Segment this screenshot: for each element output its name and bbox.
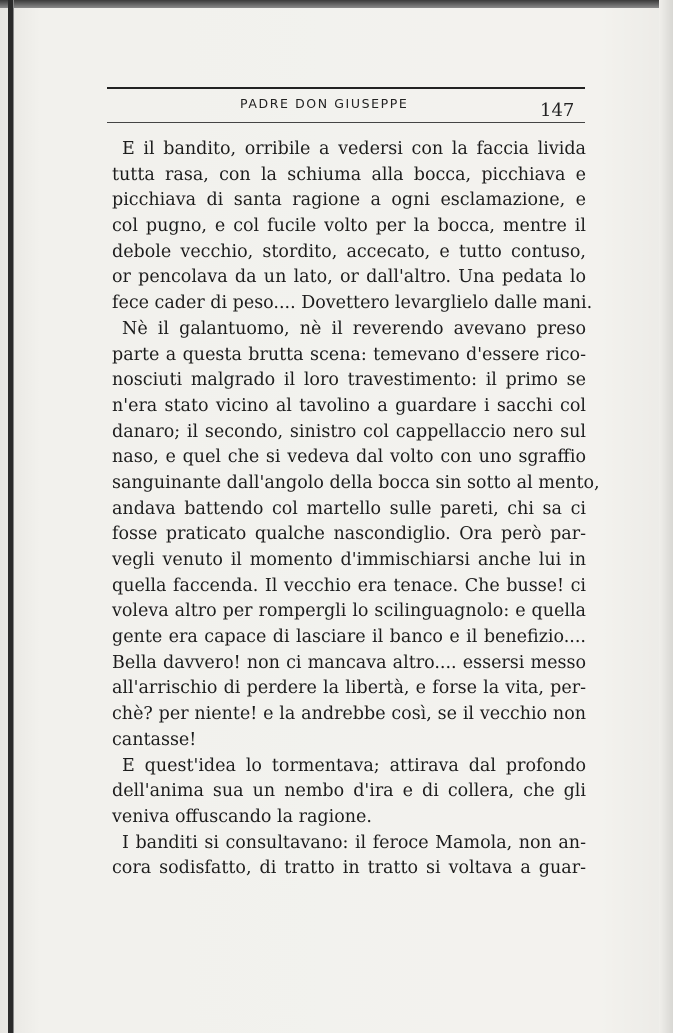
text-line: n'era stato vicino al tavolino a guardare i sacchi col	[112, 395, 586, 416]
header-underline	[107, 122, 585, 123]
text-line: chè? per niente! e la andrebbe così, se il vecchio non	[112, 704, 586, 725]
page-binding-edge	[8, 0, 14, 1033]
text-line: all'arrischio di perdere la libertà, e forse la vita, per-	[112, 678, 586, 699]
text-line: gente era capace di lasciare il banco e il benefizio....	[112, 627, 586, 648]
text-line: debole vecchio, stordito, accecato, e tutto contuso,	[112, 241, 586, 262]
body-text	[112, 137, 600, 882]
text-line: E quest'idea lo tormentava; attirava dal profondo	[122, 755, 586, 776]
text-line: fosse praticato qualche nascondiglio. Ora però par-	[112, 524, 586, 545]
text-line: picchiava di santa ragione a ogni esclamazione, e	[112, 190, 586, 211]
text-line: sanguinante dall'angolo della bocca sin sotto al mento,	[112, 472, 600, 493]
text-line: parte a questa brutta scena: temevano d'essere rico-	[112, 344, 586, 365]
text-line: andava battendo col martello sulle pareti, chi sa ci	[112, 498, 586, 519]
text-line: dell'anima sua un nembo d'ira e di collera, che gli	[112, 781, 586, 802]
text-line: voleva altro per rompergli lo scilinguagnolo: e quella	[112, 601, 586, 622]
text-line: cora sodisfatto, di tratto in tratto si voltava a guar-	[112, 858, 586, 879]
header-rule	[107, 87, 585, 89]
running-title: PADRE DON GIUSEPPE	[240, 96, 409, 111]
text-line: col pugno, e col fucile volto per la bocca, mentre il	[112, 216, 586, 237]
page-number: 147	[540, 100, 575, 121]
text-line: nosciuti malgrado il loro travestimento: il primo se	[112, 370, 586, 391]
page-right-edge	[659, 0, 673, 1033]
text-line: veniva offuscando la ragione.	[112, 806, 372, 827]
text-line: quella faccenda. Il vecchio era tenace. Che busse! ci	[112, 575, 586, 596]
text-line: tutta rasa, con la schiuma alla bocca, picchiava e	[112, 164, 586, 185]
text-line: naso, e quel che si vedeva dal volto con uno sgraffio	[112, 447, 586, 468]
text-line: I banditi si consultavano: il feroce Mamola, non an-	[122, 832, 586, 853]
text-line: danaro; il secondo, sinistro col cappellaccio nero sul	[112, 421, 586, 442]
text-line: or pencolava da un lato, or dall'altro. Una pedata lo	[112, 267, 586, 288]
text-line: vegli venuto il momento d'immischiarsi anche lui in	[112, 550, 586, 570]
text-line: Bella davvero! non ci mancava altro.... essersi messo	[112, 652, 586, 673]
page-top-edge	[0, 0, 673, 8]
text-line: cantasse!	[112, 729, 197, 750]
text-line: fece cader di peso.... Dovettero levarglielo dalle mani.	[112, 293, 593, 314]
text-line: Nè il galantuomo, nè il reverendo avevano preso	[122, 318, 586, 339]
text-line: E il bandito, orribile a vedersi con la faccia livida	[122, 139, 586, 159]
